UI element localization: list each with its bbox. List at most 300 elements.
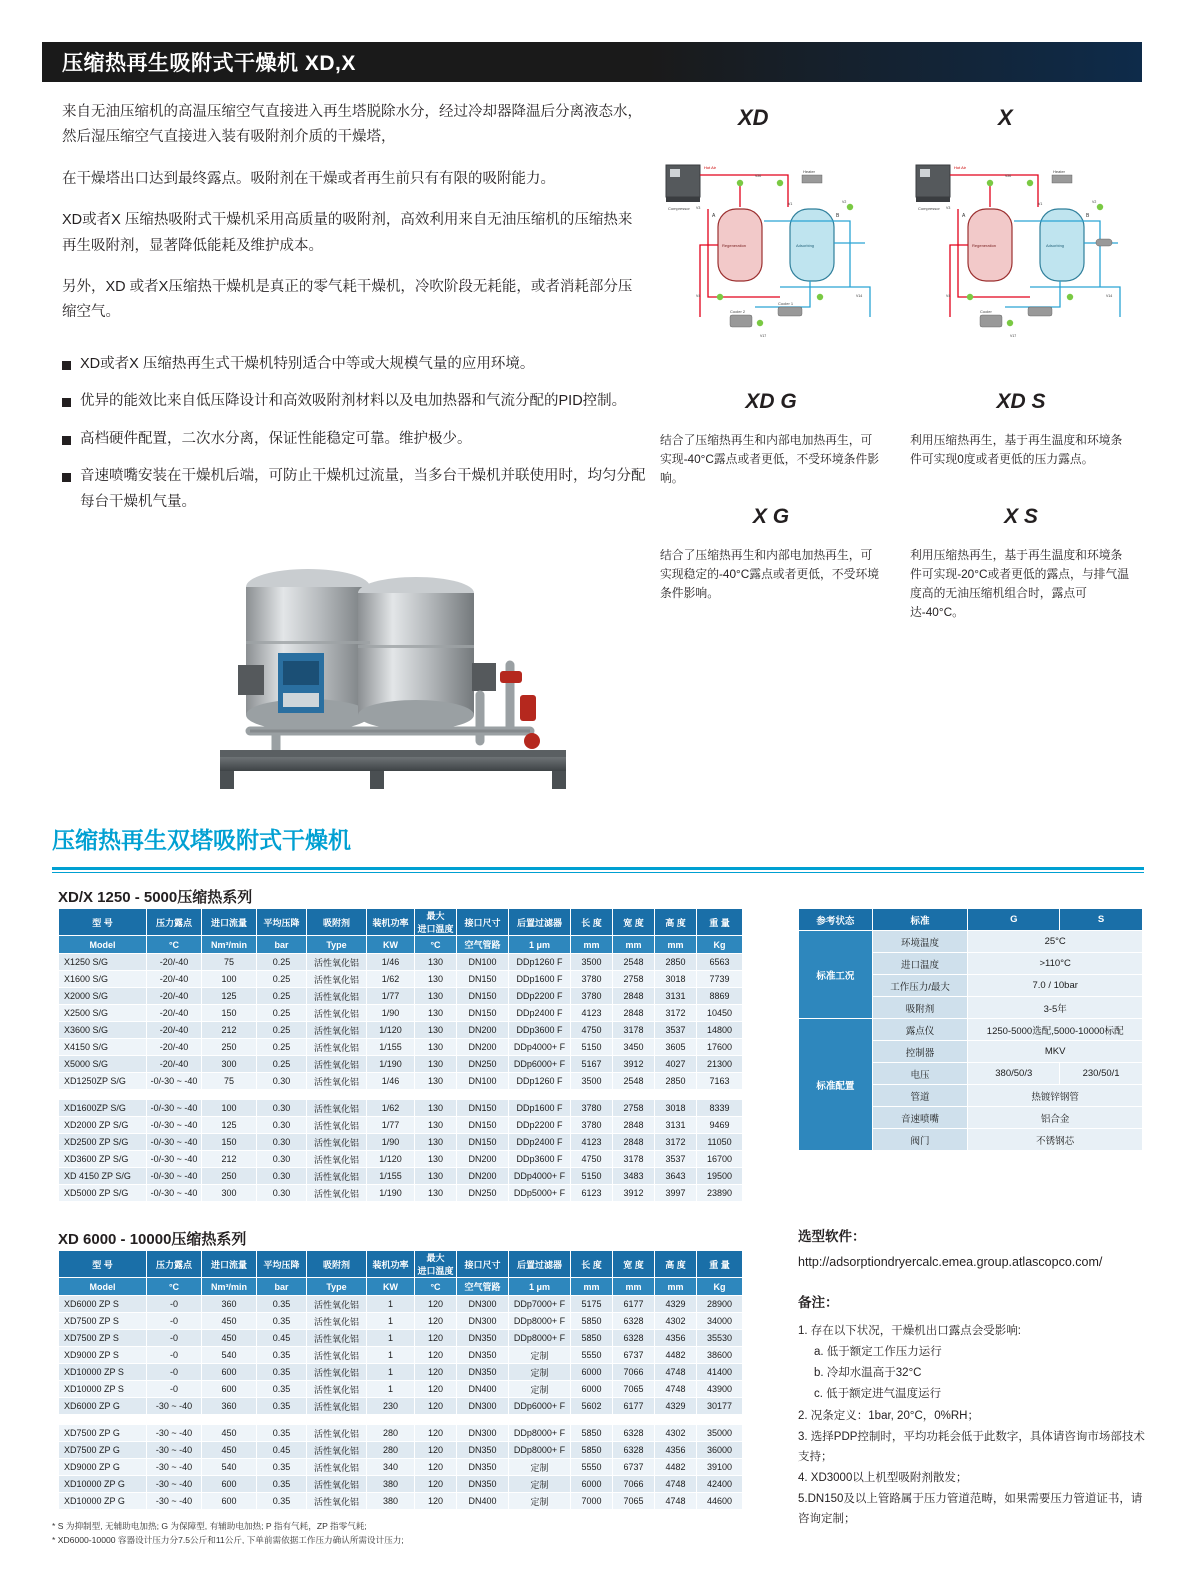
table-cell: 3450	[613, 1039, 655, 1056]
table-cell: 1	[367, 1296, 415, 1313]
unit-cell: °C	[415, 936, 457, 954]
column-header: 后置过滤器	[509, 909, 571, 936]
intro-paragraph: 另外，XD 或者X压缩热干燥机是真正的零气耗干燥机，冷吹阶段无耗能，或者消耗部分压缩空气。	[62, 278, 633, 321]
table-cell: 130	[415, 1117, 457, 1134]
table-cell: 4356	[655, 1442, 697, 1459]
table-cell: 活性氧化铝	[307, 1134, 367, 1151]
table-cell: XD6000 ZP G	[59, 1398, 147, 1415]
table-cell: 3172	[655, 1134, 697, 1151]
table-cell: 活性氧化铝	[307, 1117, 367, 1134]
variant-block	[660, 500, 882, 603]
table-cell: 活性氧化铝	[307, 1364, 367, 1381]
table-cell: DN150	[457, 988, 509, 1005]
variant-title: XD S	[996, 390, 1046, 413]
table-cell: 14800	[697, 1022, 743, 1039]
table-cell: 3780	[571, 1100, 613, 1117]
table-cell: DN250	[457, 1056, 509, 1073]
table-cell: 7066	[613, 1364, 655, 1381]
table-cell: DN350	[457, 1347, 509, 1364]
table-cell: 4356	[655, 1330, 697, 1347]
table-cell: 34000	[697, 1313, 743, 1330]
page-title: 压缩热再生吸附式干燥机 XD,X	[62, 52, 356, 75]
table-cell: 6177	[613, 1296, 655, 1313]
table-spacer-cell	[59, 1415, 743, 1425]
table-cell: 1/77	[367, 1117, 415, 1134]
table-cell: 41400	[697, 1364, 743, 1381]
table-cell: 600	[202, 1381, 257, 1398]
column-header: 平均压降	[257, 1251, 307, 1278]
table-cell: 120	[415, 1347, 457, 1364]
table-cell: XD7500 ZP S	[59, 1330, 147, 1347]
table-cell: 17600	[697, 1039, 743, 1056]
note-line: 1. 存在以下状况，干燥机出口露点会受影响:	[798, 1325, 1021, 1337]
table-cell: 5850	[571, 1442, 613, 1459]
table-cell: 活性氧化铝	[307, 1168, 367, 1185]
column-header: 接口尺寸	[457, 909, 509, 936]
table-cell: 6123	[571, 1185, 613, 1202]
table-cell: 120	[415, 1398, 457, 1415]
variant-title: X S	[1004, 505, 1038, 528]
table-cell: -0/-30 ~ -40	[147, 1100, 202, 1117]
table-cell: 0.30	[257, 1134, 307, 1151]
table-cell: 3780	[571, 1117, 613, 1134]
column-header: 宽 度	[613, 909, 655, 936]
variant-block	[910, 500, 1132, 622]
table-cell: 活性氧化铝	[307, 1039, 367, 1056]
table-cell: DDp8000+ F	[509, 1442, 571, 1459]
table-cell: 4748	[655, 1364, 697, 1381]
table-cell: X2500 S/G	[59, 1005, 147, 1022]
table-cell: 450	[202, 1442, 257, 1459]
table-spacer	[59, 1090, 743, 1100]
table-cell: 3537	[655, 1022, 697, 1039]
footnote-line: * S 为抑制型, 无辅助电加热; G 为保障型, 有辅助电加热; P 指有气耗，ZP 指零气耗;	[52, 1521, 367, 1531]
table-cell: DDp2400 F	[509, 1134, 571, 1151]
column-header: 型 号	[59, 909, 147, 936]
unit-cell: 空气管路	[457, 936, 509, 954]
note-line: 5.DN150及以上管路属于压力管道范畴，如果需要压力管道证书，请咨询定制；	[798, 1493, 1143, 1526]
table-row	[59, 954, 743, 971]
table-cell: 活性氧化铝	[307, 1398, 367, 1415]
table-cell: 4750	[571, 1022, 613, 1039]
table-cell: 定制	[509, 1347, 571, 1364]
table-cell: 380/50/3	[968, 1063, 1060, 1085]
table-cell: 120	[415, 1442, 457, 1459]
svg-text:V2: V2	[1092, 200, 1097, 204]
table-cell: 380	[367, 1493, 415, 1510]
table-cell: 2758	[613, 1100, 655, 1117]
table-row	[59, 1168, 743, 1185]
table-cell: -0/-30 ~ -40	[147, 1073, 202, 1090]
list-item	[62, 427, 654, 452]
x-flow-diagram-icon	[910, 147, 1142, 352]
table-cell: DN350	[457, 1364, 509, 1381]
table-cell: DDp6000+ F	[509, 1398, 571, 1415]
table-row	[59, 1459, 743, 1476]
table-cell: -0/-30 ~ -40	[147, 1134, 202, 1151]
table-cell: 6737	[613, 1347, 655, 1364]
svg-text:V4: V4	[696, 294, 701, 298]
table-cell: 120	[415, 1425, 457, 1442]
table-cell: -0	[147, 1381, 202, 1398]
table-cell: 130	[415, 1056, 457, 1073]
table-cell: 5550	[571, 1347, 613, 1364]
table-cell: -30 ~ -40	[147, 1459, 202, 1476]
svg-text:V3: V3	[946, 206, 951, 210]
svg-text:Cooler 1: Cooler 1	[778, 301, 794, 306]
table-row	[59, 1151, 743, 1168]
table-cell: DDp4000+ F	[509, 1039, 571, 1056]
table-cell: 0.30	[257, 1168, 307, 1185]
table-cell: 活性氧化铝	[307, 1476, 367, 1493]
table-cell: 定制	[509, 1364, 571, 1381]
table-cell: 3500	[571, 954, 613, 971]
table-cell: 活性氧化铝	[307, 1056, 367, 1073]
table-cell: 7066	[613, 1476, 655, 1493]
intro-paragraph: 在干燥塔出口达到最终露点。吸附剂在干燥或者再生前只有有限的吸附能力。	[62, 170, 555, 187]
table-row	[59, 1117, 743, 1134]
table-row	[799, 931, 1143, 953]
variant-block	[660, 385, 882, 488]
feature-bullet-list	[62, 352, 654, 527]
column-header: 装机功率	[367, 909, 415, 936]
table-cell: 21300	[697, 1056, 743, 1073]
svg-text:Regeneration: Regeneration	[722, 243, 747, 248]
table-cell: 0.25	[257, 1056, 307, 1073]
table-cell: 6563	[697, 954, 743, 971]
table-cell: 5175	[571, 1296, 613, 1313]
column-header: 最大 进口温度	[415, 1251, 457, 1278]
column-header: 进口流量	[202, 1251, 257, 1278]
table-cell: 280	[367, 1442, 415, 1459]
table-cell: 130	[415, 1185, 457, 1202]
table-cell: 5850	[571, 1313, 613, 1330]
table-cell: DDp3600 F	[509, 1151, 571, 1168]
bullet-square-icon	[62, 398, 71, 407]
table-cell: 1	[367, 1313, 415, 1330]
table-cell: DDp4000+ F	[509, 1168, 571, 1185]
table-cell: -0/-30 ~ -40	[147, 1185, 202, 1202]
svg-text:Cooler 2: Cooler 2	[730, 309, 746, 314]
table-cell: DDp7000+ F	[509, 1296, 571, 1313]
unit-cell: mm	[613, 1278, 655, 1296]
spec-table	[58, 908, 743, 1202]
table-cell: 280	[367, 1425, 415, 1442]
svg-text:V17: V17	[760, 334, 767, 338]
table-cell: DN350	[457, 1459, 509, 1476]
table-cell: 3605	[655, 1039, 697, 1056]
column-header: 长 度	[571, 1251, 613, 1278]
table-cell: 43900	[697, 1381, 743, 1398]
table-cell: 1/46	[367, 1073, 415, 1090]
table-cell: DN150	[457, 1005, 509, 1022]
table-cell: 42400	[697, 1476, 743, 1493]
table-cell: 25°C	[968, 931, 1143, 953]
column-header: 吸附剂	[307, 909, 367, 936]
table-cell: -30 ~ -40	[147, 1398, 202, 1415]
table-cell: 75	[202, 954, 257, 971]
unit-cell: Type	[307, 936, 367, 954]
table-cell: 4750	[571, 1151, 613, 1168]
table-cell: 0.35	[257, 1476, 307, 1493]
column-header: S	[1060, 909, 1143, 931]
table-cell: 5150	[571, 1168, 613, 1185]
table-cell: 130	[415, 954, 457, 971]
table-cell: 活性氧化铝	[307, 1022, 367, 1039]
table-cell: 1/120	[367, 1151, 415, 1168]
table-cell: DN150	[457, 971, 509, 988]
svg-text:Adsorbing: Adsorbing	[1046, 243, 1065, 248]
table-cell: -0	[147, 1330, 202, 1347]
variant-text: 利用压缩热再生，基于再生温度和环境条件可实现-20°C或者更低的露点，与排气温度高的无油压缩机组合时，露点可达-40°C。	[910, 548, 1130, 620]
table-cell: 6328	[613, 1442, 655, 1459]
table-cell: 11050	[697, 1134, 743, 1151]
table-cell: 3537	[655, 1151, 697, 1168]
table-cell: DDp2400 F	[509, 1005, 571, 1022]
table-cell: -30 ~ -40	[147, 1442, 202, 1459]
table-cell: 露点仪	[872, 1019, 968, 1041]
column-header: 标准	[872, 909, 968, 931]
table-cell: 活性氧化铝	[307, 971, 367, 988]
table-cell: 不锈钢芯	[968, 1129, 1143, 1151]
table-cell: 活性氧化铝	[307, 1381, 367, 1398]
table-cell: 23890	[697, 1185, 743, 1202]
table-cell: -20/-40	[147, 1005, 202, 1022]
table-cell: 2548	[613, 954, 655, 971]
table-cell: -0	[147, 1313, 202, 1330]
table-cell: X5000 S/G	[59, 1056, 147, 1073]
reference-table-container	[798, 908, 1143, 1151]
column-header: 高 度	[655, 909, 697, 936]
software-link[interactable]: http://adsorptiondryercalc.emea.group.atlascopco.com/	[798, 1255, 1103, 1269]
table-cell: 1/155	[367, 1168, 415, 1185]
table-cell: 活性氧化铝	[307, 1493, 367, 1510]
table-cell: 1	[367, 1347, 415, 1364]
table-cell: 3018	[655, 1100, 697, 1117]
svg-text:Hot Air: Hot Air	[954, 165, 967, 170]
table-cell: 4123	[571, 1005, 613, 1022]
table-cell: 1/46	[367, 954, 415, 971]
table-cell: 360	[202, 1398, 257, 1415]
table-cell: 150	[202, 1134, 257, 1151]
variant-title: XD G	[745, 390, 797, 413]
table-cell: -20/-40	[147, 1022, 202, 1039]
unit-cell: KW	[367, 1278, 415, 1296]
table-cell: 35000	[697, 1425, 743, 1442]
bullet-square-icon	[62, 436, 71, 445]
table-cell: XD10000 ZP S	[59, 1364, 147, 1381]
table-cell: 1/190	[367, 1185, 415, 1202]
table-cell: 7739	[697, 971, 743, 988]
table-cell: 0.25	[257, 954, 307, 971]
table-cell: 0.25	[257, 1039, 307, 1056]
column-header: 长 度	[571, 909, 613, 936]
table-row	[59, 1347, 743, 1364]
table-cell: 活性氧化铝	[307, 1185, 367, 1202]
table-cell: 3500	[571, 1073, 613, 1090]
table-row	[799, 1019, 1143, 1041]
table-cell: 定制	[509, 1459, 571, 1476]
table-cell: 5550	[571, 1459, 613, 1476]
table-cell: 380	[367, 1476, 415, 1493]
table-cell: 38600	[697, 1347, 743, 1364]
table1-container	[58, 908, 743, 1202]
table-cell: X1600 S/G	[59, 971, 147, 988]
svg-text:Compressor: Compressor	[668, 206, 690, 211]
table-row	[59, 1022, 743, 1039]
table-cell: DN350	[457, 1442, 509, 1459]
table-cell: 活性氧化铝	[307, 1073, 367, 1090]
unit-cell: mm	[655, 1278, 697, 1296]
table-cell: 3-5年	[968, 997, 1143, 1019]
table-cell: XD 4150 ZP S/G	[59, 1168, 147, 1185]
table-cell: 28900	[697, 1296, 743, 1313]
table-row	[59, 1398, 743, 1415]
table-cell: 热镀锌钢管	[968, 1085, 1143, 1107]
table-row	[59, 971, 743, 988]
table-cell: DDp3600 F	[509, 1022, 571, 1039]
table-cell: 7000	[571, 1493, 613, 1510]
table-cell: 3178	[613, 1151, 655, 1168]
table-cell: DN300	[457, 1313, 509, 1330]
table-cell: 0.25	[257, 971, 307, 988]
note-line: a. 低于额定工作压力运行	[814, 1346, 942, 1359]
table-cell: 130	[415, 1100, 457, 1117]
svg-text:V14: V14	[856, 294, 863, 298]
table-cell: 540	[202, 1347, 257, 1364]
table-cell: 2848	[613, 988, 655, 1005]
svg-text:V14: V14	[1106, 294, 1113, 298]
table-cell: -0/-30 ~ -40	[147, 1151, 202, 1168]
section-divider	[52, 867, 1144, 870]
column-header: 平均压降	[257, 909, 307, 936]
table-cell: 7065	[613, 1493, 655, 1510]
table-cell: 3780	[571, 971, 613, 988]
table-row	[59, 1005, 743, 1022]
column-header: 宽 度	[613, 1251, 655, 1278]
table-cell: DDp1260 F	[509, 1073, 571, 1090]
table-cell: X3600 S/G	[59, 1022, 147, 1039]
column-header: 进口流量	[202, 909, 257, 936]
table-cell: 管道	[872, 1085, 968, 1107]
svg-text:V20: V20	[1005, 174, 1012, 178]
table-cell: 6328	[613, 1425, 655, 1442]
table-cell: 120	[415, 1459, 457, 1476]
table-cell: 活性氧化铝	[307, 988, 367, 1005]
table-cell: 212	[202, 1022, 257, 1039]
table-cell: 340	[367, 1459, 415, 1476]
table-cell: DN200	[457, 1151, 509, 1168]
table-cell: DN300	[457, 1425, 509, 1442]
table-cell: DDp8000+ F	[509, 1330, 571, 1347]
unit-row	[59, 1278, 743, 1296]
table-cell: 130	[415, 1039, 457, 1056]
table-spacer	[59, 1415, 743, 1425]
table-cell: XD1250ZP S/G	[59, 1073, 147, 1090]
reference-table	[798, 908, 1143, 1151]
unit-cell: Nm³/min	[202, 1278, 257, 1296]
table1-caption: XD/X 1250 - 5000压缩热系列	[58, 889, 253, 906]
table-cell: 音速喷嘴	[872, 1107, 968, 1129]
software-block	[798, 1225, 1148, 1530]
table-cell: 16700	[697, 1151, 743, 1168]
table-cell: 活性氧化铝	[307, 1005, 367, 1022]
unit-cell: 1 μm	[509, 936, 571, 954]
list-item	[62, 352, 654, 377]
table-cell: 540	[202, 1459, 257, 1476]
table-cell: DDp1260 F	[509, 954, 571, 971]
table-cell: 36000	[697, 1442, 743, 1459]
table-cell: 0.35	[257, 1364, 307, 1381]
variant-text: 结合了压缩热再生和内部电加热再生，可实现稳定的-40°C露点或者更低，不受环境条件影响。	[660, 548, 880, 601]
table-cell: 360	[202, 1296, 257, 1313]
unit-cell: Model	[59, 936, 147, 954]
table-cell: 4027	[655, 1056, 697, 1073]
table-cell: 120	[415, 1381, 457, 1398]
table-cell: DN150	[457, 1100, 509, 1117]
variant-block	[910, 385, 1132, 469]
unit-cell: °C	[147, 936, 202, 954]
table-cell: 130	[415, 1151, 457, 1168]
table-cell: -20/-40	[147, 971, 202, 988]
column-header: 压力露点	[147, 1251, 202, 1278]
table-cell: -20/-40	[147, 954, 202, 971]
table-cell: 1/62	[367, 1100, 415, 1117]
table-cell: 0.35	[257, 1313, 307, 1330]
note-line: 4. XD3000以上机型吸附剂散发；	[798, 1471, 968, 1484]
page-header	[42, 42, 1142, 82]
table-cell: 阀门	[872, 1129, 968, 1151]
table-cell: 212	[202, 1151, 257, 1168]
table-cell: 铝合金	[968, 1107, 1143, 1129]
svg-text:A: A	[962, 213, 966, 219]
note-line: b. 冷却水温高于32°C	[814, 1367, 922, 1380]
table-cell: 3178	[613, 1022, 655, 1039]
note-line: c. 低于额定进气温度运行	[814, 1388, 942, 1401]
table-cell: DDp2200 F	[509, 1117, 571, 1134]
svg-text:V1: V1	[1038, 202, 1043, 206]
table-cell: 35530	[697, 1330, 743, 1347]
unit-cell: Model	[59, 1278, 147, 1296]
table-cell: 3780	[571, 988, 613, 1005]
table-cell: 120	[415, 1493, 457, 1510]
table-cell: 环境温度	[872, 931, 968, 953]
table-cell: -0/-30 ~ -40	[147, 1117, 202, 1134]
table-cell: 2848	[613, 1005, 655, 1022]
table-row	[59, 1296, 743, 1313]
column-header: 最大 进口温度	[415, 909, 457, 936]
unit-cell: Kg	[697, 936, 743, 954]
table-cell: 定制	[509, 1493, 571, 1510]
table-spacer-cell	[59, 1090, 743, 1100]
table-cell: 9469	[697, 1117, 743, 1134]
table-cell: 1/155	[367, 1039, 415, 1056]
table-cell: XD9000 ZP G	[59, 1459, 147, 1476]
table-cell: 2850	[655, 954, 697, 971]
table-cell: XD10000 ZP G	[59, 1493, 147, 1510]
table-cell: 120	[415, 1476, 457, 1493]
table-cell: 4748	[655, 1476, 697, 1493]
table-cell: XD3600 ZP S/G	[59, 1151, 147, 1168]
table-row	[59, 1056, 743, 1073]
table-cell: -0	[147, 1296, 202, 1313]
table-cell: DN300	[457, 1398, 509, 1415]
table-cell: XD7500 ZP G	[59, 1442, 147, 1459]
table-cell: 600	[202, 1364, 257, 1381]
table-cell: 6177	[613, 1398, 655, 1415]
table-row	[59, 1442, 743, 1459]
table-cell: 定制	[509, 1476, 571, 1493]
